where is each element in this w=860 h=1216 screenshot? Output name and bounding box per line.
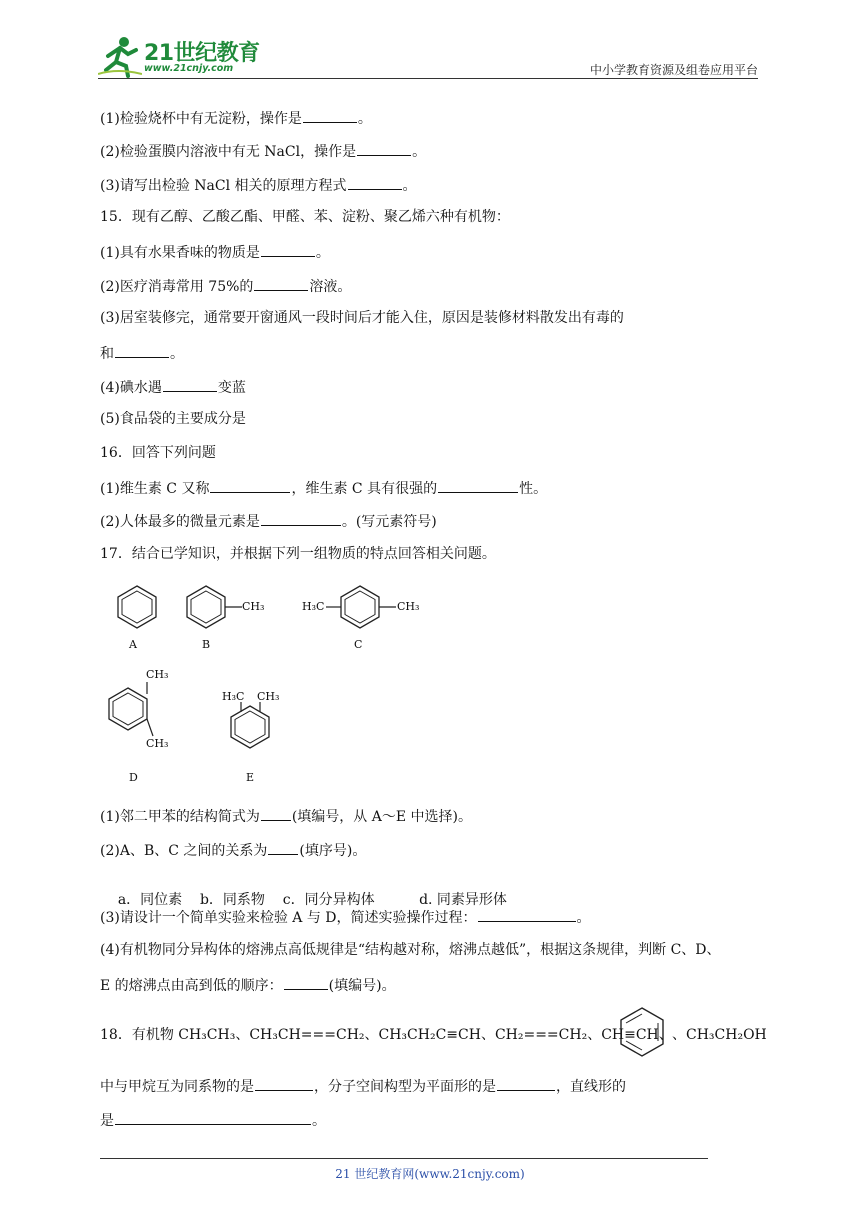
structure-label: E bbox=[246, 771, 255, 784]
answer-blank bbox=[348, 175, 402, 190]
methyl-label: H₃C bbox=[222, 690, 245, 703]
structure-label: C bbox=[354, 638, 363, 651]
question-line: (3)请写出检验 NaCl 相关的原理方程式 。 bbox=[100, 175, 417, 195]
question-line: (2)人体最多的微量元素是 。(写元素符号) bbox=[100, 511, 437, 531]
answer-blank bbox=[255, 1076, 313, 1091]
question-line: (1)具有水果香味的物质是 。 bbox=[100, 242, 330, 262]
answer-blank bbox=[261, 511, 341, 526]
answer-blank bbox=[261, 242, 315, 257]
logo-url: www.21cnjy.com bbox=[144, 63, 234, 74]
structure-c-p-xylene bbox=[324, 584, 402, 632]
answer-blank bbox=[261, 806, 291, 821]
structure-a-benzene bbox=[112, 584, 162, 632]
footer-divider bbox=[100, 1158, 708, 1159]
question-line: 是 。 bbox=[100, 1110, 326, 1130]
header-divider bbox=[98, 78, 758, 79]
benzene-ring-icon bbox=[618, 1006, 666, 1062]
answer-blank bbox=[115, 1110, 311, 1125]
answer-blank bbox=[478, 907, 576, 922]
structure-b-toluene bbox=[184, 584, 244, 632]
answer-blank bbox=[497, 1076, 555, 1091]
question-line: (3)居室装修完，通常要开窗通风一段时间后才能入住，原因是装修材料散发出有毒的 bbox=[100, 310, 624, 326]
runner-logo-icon bbox=[98, 34, 142, 78]
answer-blank bbox=[163, 377, 217, 392]
logo-text: 21世纪教育 bbox=[144, 41, 260, 66]
methyl-label: CH₃ bbox=[146, 737, 169, 750]
question-16: 16．回答下列问题 bbox=[100, 445, 216, 461]
answer-blank bbox=[284, 975, 328, 990]
structure-e-o-xylene bbox=[226, 702, 276, 756]
page-footer: 21 世纪教育网(www.21cnjy.com) bbox=[335, 1167, 525, 1181]
platform-name: 中小学教育资源及组卷应用平台 bbox=[589, 63, 758, 77]
page-header bbox=[98, 30, 758, 80]
logo bbox=[98, 34, 268, 78]
methyl-label: CH₃ bbox=[146, 668, 169, 681]
structure-label: B bbox=[202, 638, 211, 651]
question-line: (2)医疗消毒常用 75%的 溶液。 bbox=[100, 276, 351, 296]
question-line: 和 。 bbox=[100, 343, 184, 363]
question-line: E 的熔沸点由高到低的顺序： (填编号)。 bbox=[100, 975, 396, 995]
answer-blank bbox=[438, 478, 518, 493]
question-line: (1)维生素 C 又称 ，维生素 C 具有很强的 性。 bbox=[100, 478, 547, 498]
methyl-label: H₃C bbox=[302, 600, 325, 613]
question-17: 17．结合已学知识，并根据下列一组物质的特点回答相关问题。 bbox=[100, 546, 496, 562]
answer-blank bbox=[254, 276, 308, 291]
structure-label: A bbox=[129, 638, 137, 651]
question-line: 、CH₃CH₂OH bbox=[672, 1027, 767, 1043]
question-line: (1)邻二甲苯的结构简式为 (填编号，从 A～E 中选择)。 bbox=[100, 806, 472, 826]
answer-blank bbox=[357, 141, 411, 156]
question-line: (5)食品袋的主要成分是 bbox=[100, 411, 246, 427]
question-18: 18．有机物 CH₃CH₃、CH₃CH===CH₂、CH₃CH₂C≡CH、CH₂===CH₂、CH≡CH、 bbox=[100, 1027, 673, 1043]
answer-blank bbox=[115, 343, 169, 358]
methyl-label: CH₃ bbox=[242, 600, 265, 613]
question-line: 中与甲烷互为同系物的是 ，分子空间构型为平面形的是 ，直线形的 bbox=[100, 1076, 626, 1096]
answer-blank bbox=[303, 108, 357, 123]
question-line: (4)碘水遇 变蓝 bbox=[100, 377, 246, 397]
question-line: (3)请设计一个简单实验来检验 A 与 D，简述实验操作过程： 。 bbox=[100, 907, 591, 927]
question-15: 15．现有乙醇、乙酸乙酯、甲醛、苯、淀粉、聚乙烯六种有机物： bbox=[100, 209, 510, 225]
methyl-label: CH₃ bbox=[397, 600, 420, 613]
question-line: (2)A、B、C 之间的关系为 (填序号)。 bbox=[100, 840, 366, 860]
answer-options: a．同位素 b．同系物 c．同分异构体 d. 同素异形体 bbox=[117, 892, 507, 908]
methyl-label: CH₃ bbox=[257, 690, 280, 703]
structure-label: D bbox=[129, 771, 138, 784]
question-line: (1)检验烧杯中有无淀粉，操作是 。 bbox=[100, 108, 372, 128]
question-line: (2)检验蛋膜内溶液中有无 NaCl，操作是 。 bbox=[100, 141, 426, 161]
answer-blank bbox=[268, 840, 298, 855]
question-line: (4)有机物同分异构体的熔沸点高低规律是“结构越对称，熔沸点越低”，根据这条规律，判断 C、D、 bbox=[100, 942, 721, 958]
answer-blank bbox=[210, 478, 290, 493]
